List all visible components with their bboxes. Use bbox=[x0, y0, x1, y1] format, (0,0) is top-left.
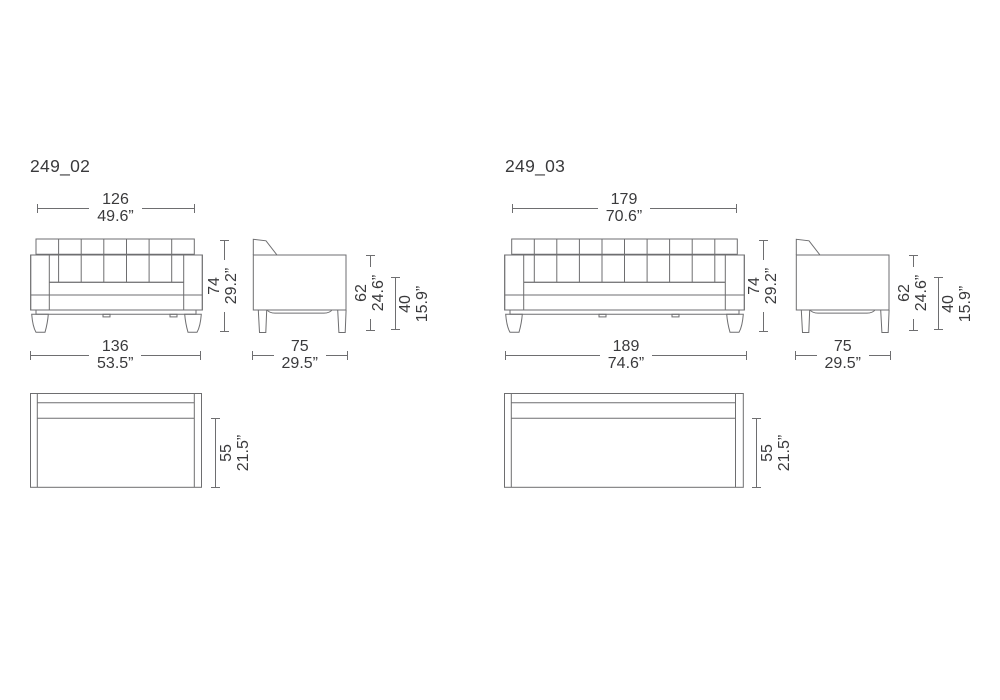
dim-line bbox=[513, 208, 598, 209]
dim-value-in: 53.5” bbox=[97, 354, 134, 372]
dim-line bbox=[913, 319, 914, 330]
model-title: 249_02 bbox=[30, 156, 91, 176]
dim-label bbox=[97, 339, 133, 373]
dim-tick bbox=[211, 487, 220, 488]
dim-tick bbox=[194, 204, 195, 213]
dim-value-cm: 62 bbox=[352, 284, 370, 302]
top-view-drawing bbox=[30, 393, 202, 488]
dim-label bbox=[825, 339, 861, 373]
dim-line bbox=[370, 319, 371, 330]
dim-value-in: 24.6” bbox=[912, 274, 930, 312]
dim-line bbox=[756, 419, 757, 487]
dim-value-in: 70.6” bbox=[605, 207, 643, 225]
dim-line bbox=[224, 312, 225, 331]
dim-tick bbox=[890, 351, 891, 360]
front-view-drawing bbox=[504, 238, 747, 334]
dim-line bbox=[650, 208, 735, 209]
dim-tick bbox=[746, 351, 747, 360]
dim-tick bbox=[347, 351, 348, 360]
dim-value-cm: 40 bbox=[397, 294, 415, 313]
dim-value-cm: 75 bbox=[290, 337, 309, 355]
dim-value-cm: 62 bbox=[895, 284, 913, 302]
dim-line bbox=[395, 278, 396, 329]
dim-line bbox=[796, 355, 817, 356]
dim-value-cm: 189 bbox=[612, 337, 640, 355]
dim-line bbox=[938, 278, 939, 329]
dim-value-in: 15.9” bbox=[957, 285, 974, 322]
dim-value-in: 74.6” bbox=[607, 354, 645, 372]
dim-value-cm: 74 bbox=[206, 277, 224, 295]
dim-tick bbox=[759, 331, 768, 332]
dim-tick bbox=[736, 204, 737, 213]
dim-value-in: 21.5” bbox=[775, 434, 793, 471]
dim-tick bbox=[200, 351, 201, 360]
dim-label bbox=[608, 339, 644, 373]
dim-tick bbox=[752, 487, 761, 488]
dim-line bbox=[141, 355, 200, 356]
dim-line bbox=[142, 208, 194, 209]
dim-value-in: 29.5” bbox=[824, 354, 861, 372]
dim-tick bbox=[366, 330, 375, 331]
dim-line bbox=[224, 241, 225, 260]
dim-value-cm: 126 bbox=[102, 190, 129, 208]
front-view-drawing bbox=[29, 238, 215, 334]
dim-value-in: 29.2” bbox=[223, 267, 240, 305]
dim-value-cm: 55 bbox=[217, 443, 235, 462]
dim-line bbox=[763, 241, 764, 260]
dim-value-in: 15.9” bbox=[414, 285, 431, 322]
dim-line bbox=[652, 355, 746, 356]
dim-line bbox=[215, 419, 216, 487]
dim-tick bbox=[391, 329, 400, 330]
dim-value-cm: 136 bbox=[101, 337, 129, 355]
model-title: 249_03 bbox=[505, 156, 566, 176]
dim-line bbox=[31, 355, 90, 356]
dim-value-cm: 55 bbox=[758, 443, 776, 462]
dim-line bbox=[913, 256, 914, 267]
dim-value-in: 29.5” bbox=[281, 354, 318, 372]
dim-line bbox=[253, 355, 274, 356]
dim-tick bbox=[909, 330, 918, 331]
dim-value-in: 49.6” bbox=[97, 207, 134, 225]
dim-line bbox=[326, 355, 347, 356]
dim-value-cm: 179 bbox=[610, 190, 638, 208]
side-view-drawing bbox=[253, 238, 351, 334]
dim-tick bbox=[220, 331, 229, 332]
dim-line bbox=[38, 208, 90, 209]
dim-value-cm: 40 bbox=[940, 294, 958, 313]
dim-line bbox=[370, 256, 371, 267]
dim-value-cm: 75 bbox=[833, 337, 852, 355]
dim-value-in: 24.6” bbox=[369, 274, 387, 312]
dim-label bbox=[97, 192, 133, 226]
dim-label bbox=[282, 339, 318, 373]
dim-line bbox=[869, 355, 890, 356]
dim-line bbox=[763, 312, 764, 331]
dim-value-cm: 74 bbox=[745, 277, 763, 295]
dim-value-in: 21.5” bbox=[234, 434, 252, 471]
dim-tick bbox=[934, 329, 943, 330]
dim-line bbox=[506, 355, 600, 356]
side-view-drawing bbox=[796, 238, 894, 334]
top-view-drawing bbox=[504, 393, 744, 488]
dim-label bbox=[606, 192, 642, 226]
dim-value-in: 29.2” bbox=[762, 267, 780, 305]
